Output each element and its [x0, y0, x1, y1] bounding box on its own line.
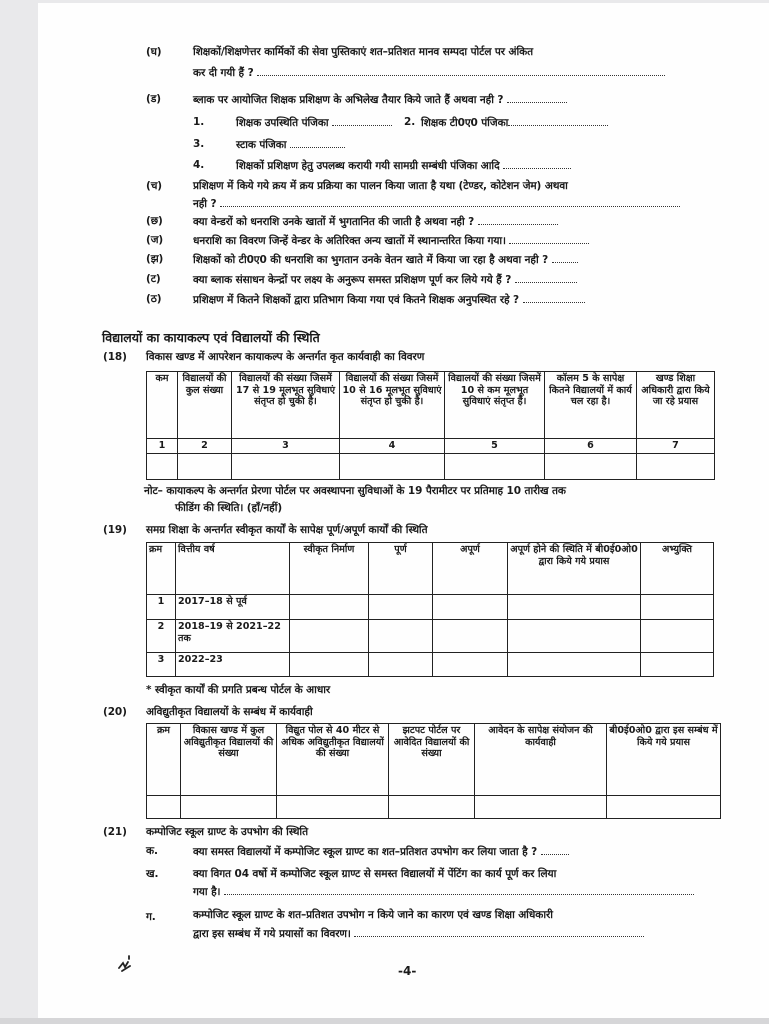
q18-col-number: 2 [178, 439, 232, 454]
answer-blank[interactable] [503, 159, 571, 169]
answer-blank[interactable] [552, 253, 578, 263]
q19-header-cell: स्वीकृत निर्माण [290, 543, 369, 595]
section-heading: विद्यालयों का कायाकल्प एवं विद्यालयों की स्थिति [102, 330, 320, 345]
register-2 [421, 116, 608, 130]
q18-title: विकास खण्ड में आपरेशन कायाकल्प के अन्तर्गत कृत कार्यवाही का विवरण [146, 351, 425, 363]
q18-col-number: 5 [445, 439, 545, 454]
q20-entry-cell[interactable] [475, 796, 607, 819]
q19-entry-cell[interactable] [433, 595, 508, 620]
answer-blank[interactable] [478, 215, 558, 225]
q19-row-num: 2 [147, 620, 176, 653]
item-tha-line1: प्रशिक्षण में कितने शिक्षकों द्वारा प्रतिभाग किया गया एवं कितने शिक्षक अनुपस्थित रहे ? [193, 294, 520, 306]
item-gha-marker: (घ) [146, 46, 162, 58]
answer-blank[interactable] [290, 138, 345, 148]
answer-blank[interactable] [354, 927, 644, 937]
q18-col-number: 7 [637, 439, 715, 454]
q19-entry-cell[interactable] [290, 595, 369, 620]
q20-header-cell: आवेदन के सापेक्ष संयोजन की कार्यवाही [475, 724, 607, 796]
q20-header-cell: विद्युत पोल से 40 मीटर से अधिक अविद्युतीकृत विद्यालयों की संख्या [277, 724, 389, 796]
q19-entry-cell[interactable] [433, 653, 508, 677]
q18-entry-cell[interactable] [178, 453, 232, 479]
item-gha-line2: कर दी गयी हैं ? [193, 67, 254, 79]
q18-col-number: 6 [545, 439, 637, 454]
register-1-label: शिक्षक उपस्थिति पंजिका [236, 117, 329, 129]
q21-item-ka [193, 845, 569, 859]
item-ja-text [193, 234, 589, 248]
q19-entry-cell[interactable] [369, 620, 433, 653]
item-cha-marker: (च) [146, 180, 162, 192]
q21-item-ga-marker: ग. [146, 911, 156, 923]
register-3-label: स्टाक पंजिका [236, 139, 287, 151]
q20-entry-row [147, 796, 721, 819]
register-1-num: 1. [193, 116, 205, 128]
answer-blank[interactable] [220, 197, 680, 207]
item-tha-marker: (ठ) [146, 293, 162, 305]
register-2-num: 2. [404, 116, 416, 128]
q19-header-cell: अभ्युक्ति [641, 543, 714, 595]
q19-marker: (19) [103, 524, 127, 536]
q18-col-number: 1 [147, 439, 178, 454]
q19-footnote: * स्वीकृत कार्यों की प्रगति प्रबन्ध पोर्टल के आधार [146, 684, 331, 696]
q19-entry-cell[interactable] [641, 595, 714, 620]
item-cha-text: प्रशिक्षण में किये गये क्रय में क्रय प्रक्रिया का पालन किया जाता है यथा (टेण्डर, कोटेशन जेम) अथवा [193, 180, 568, 192]
q18-table [146, 371, 715, 480]
q18-entry-cell[interactable] [637, 453, 715, 479]
q18-number-row [147, 439, 715, 454]
q18-header-cell: विद्यालयों की संख्या जिसमें 10 से 16 मूलभूत सुविधाएं संतृप्त हो चुकी है। [340, 372, 445, 439]
register-4-label: शिक्षकों प्रशिक्षण हेतु उपलब्ध करायी गयी सामग्री सम्बंधी पंजिका आदि [236, 160, 500, 172]
q20-header-cell: विकास खण्ड में कुल अविद्युतीकृत विद्यालयों की संख्या [181, 724, 277, 796]
item-chha-text [193, 215, 558, 229]
document-page [38, 3, 769, 1018]
item-da-line1: ब्लाक पर आयोजित शिक्षक प्रशिक्षण के अभिलेख तैयार किये जाते हैं अथवा नही ? [193, 94, 504, 106]
q18-entry-row [147, 453, 715, 479]
q19-row-num: 3 [147, 653, 176, 677]
q19-entry-cell[interactable] [369, 653, 433, 677]
q18-note-line1: नोट– कायाकल्प के अन्तर्गत प्रेरणा पोर्टल पर अवस्थापना सुविधाओं के 19 पैरामीटर पर प्रतिमाह 10 तारीख तक [144, 485, 566, 497]
q19-entry-cell[interactable] [369, 595, 433, 620]
viewer-bottom-edge [0, 1018, 769, 1024]
item-jha-line1: शिक्षकों को टी0ए0 की धनराशि का भुगतान उनके वेतन खाते में किया जा रहा है अथवा नही ? [193, 254, 549, 266]
item-cha-text-cont [193, 197, 680, 211]
q21-item-ga-text: कम्पोजिट स्कूल ग्राण्ट के शत–प्रतिशत उपभोग न किये जाने का कारण एवं खण्ड शिक्षा अधिकारी [193, 909, 553, 921]
q20-entry-cell[interactable] [389, 796, 475, 819]
q19-row-year: 2018–19 से 2021–22 तक [176, 620, 290, 653]
item-chha-line1: क्या वेन्डरों को धनराशि उनके खातों में भुगतानित की जाती है अथवा नही ? [193, 216, 475, 228]
q18-header-cell: विद्यालयों की कुल संख्या [178, 372, 232, 439]
item-ja-marker: (ज) [146, 234, 164, 246]
q20-table [146, 723, 721, 819]
q20-entry-cell[interactable] [181, 796, 277, 819]
page-number: -4- [398, 964, 417, 978]
q18-col-number: 4 [340, 439, 445, 454]
register-2-label: शिक्षक टी0ए0 पंजिका [421, 117, 509, 129]
q19-entry-cell[interactable] [290, 653, 369, 677]
q18-entry-cell[interactable] [340, 453, 445, 479]
answer-blank[interactable] [508, 116, 608, 126]
item-jha-marker: (झ) [146, 253, 164, 265]
q18-entry-cell[interactable] [545, 453, 637, 479]
q20-marker: (20) [103, 706, 127, 718]
q21-item-ga-cont [193, 927, 644, 941]
q19-entry-cell[interactable] [508, 595, 641, 620]
q20-header-cell: झटपट पोर्टल पर आवेदित विद्यालयों की संख्या [389, 724, 475, 796]
item-ta-line1: क्या ब्लाक संसाधन केन्द्रों पर लक्ष्य के अनुरूप समस्त प्रशिक्षण पूर्ण कर लिये गये हैं ? [193, 274, 512, 286]
q18-note-line2: फीडिंग की स्थिति। (हॉं/नहीं) [175, 502, 283, 514]
q18-header-row [147, 372, 715, 439]
signature-mark [116, 953, 136, 975]
q19-row-year: 2017–18 से पूर्व [176, 595, 290, 620]
item-ta-text [193, 273, 577, 287]
q20-header-cell: बी0ई0ओ0 द्वारा इस सम्बंध में किये गये प्रयास [607, 724, 721, 796]
q21-marker: (21) [103, 826, 127, 838]
q19-header-cell: अपूर्ण [433, 543, 508, 595]
register-4-num: 4. [193, 159, 205, 171]
q20-title: अविद्युतीकृत विद्यालयों के सम्बंध में कार्यवाही [146, 706, 313, 718]
q21-item-kha-text: क्या विगत 04 वर्षो में कम्पोजिट स्कूल ग्राण्ट से समस्त विद्यालयों में पेंटिंग का कार्य पूर्ण कर लिया [193, 868, 557, 880]
q21-title: कम्पोजिट स्कूल ग्राण्ट के उपभोग की स्थिति [146, 826, 308, 838]
answer-blank[interactable] [523, 293, 585, 303]
q20-entry-cell[interactable] [147, 796, 181, 819]
answer-blank[interactable] [515, 273, 577, 283]
item-cha-line2: नही ? [193, 198, 217, 210]
answer-blank[interactable] [332, 116, 392, 126]
q19-header-cell: पूर्ण [369, 543, 433, 595]
register-4 [236, 159, 571, 173]
q19-header-cell: अपूर्ण होने की स्थिति में बी0ई0ओ0 द्वारा किये गये प्रयास [508, 543, 641, 595]
q18-entry-cell[interactable] [232, 453, 340, 479]
q19-row-year: 2022–23 [176, 653, 290, 677]
q19-row-num: 1 [147, 595, 176, 620]
q19-entry-cell[interactable] [641, 620, 714, 653]
item-chha-marker: (छ) [146, 215, 163, 227]
item-gha-text: शिक्षकों/शिक्षणेत्तर कार्मिकों की सेवा पुस्तिकाएं शत–प्रतिशत मानव सम्पदा पोर्टल पर अंकित [193, 46, 534, 58]
item-tha-text [193, 293, 585, 307]
answer-blank[interactable] [507, 93, 567, 103]
q20-header-cell: क्रम [147, 724, 181, 796]
q18-col-number: 3 [232, 439, 340, 454]
answer-blank[interactable] [224, 885, 694, 895]
q18-header-cell: खण्ड शिक्षा अधिकारी द्वारा किये जा रहे प्रयास [637, 372, 715, 439]
q19-entry-cell[interactable] [508, 653, 641, 677]
q19-table [146, 542, 714, 677]
item-jha-text [193, 253, 578, 267]
q18-entry-cell[interactable] [147, 453, 178, 479]
table-row [147, 620, 714, 653]
item-ta-marker: (ट) [146, 273, 161, 285]
q18-marker: (18) [103, 351, 127, 363]
q19-header-row [147, 543, 714, 595]
q19-title: समग्र शिक्षा के अन्तर्गत स्वीकृत कार्यों के सापेक्ष पूर्ण/अपूर्ण कार्यों की स्थिति [146, 524, 428, 536]
answer-blank[interactable] [541, 845, 569, 855]
q21-item-kha-marker: ख. [146, 868, 159, 880]
item-gha-text-cont [193, 66, 665, 80]
register-3-num: 3. [193, 138, 205, 150]
q19-entry-cell[interactable] [641, 653, 714, 677]
q20-header-row [147, 724, 721, 796]
q20-entry-cell[interactable] [277, 796, 389, 819]
item-da-marker: (ड) [146, 93, 161, 105]
q19-entry-cell[interactable] [508, 620, 641, 653]
q21-item-kha-cont [193, 885, 694, 899]
q19-header-cell: वित्तीय वर्ष [176, 543, 290, 595]
q18-header-cell: विद्यालयों की संख्या जिसमें 10 से कम मूलभूत सुविधाएं संतृप्त हैं। [445, 372, 545, 439]
q19-entry-cell[interactable] [290, 620, 369, 653]
item-ja-line1: धनराशि का विवरण जिन्हें वेन्डर के अतिरिक्त अन्य खातों में स्थानान्तरित किया गया। [193, 235, 506, 247]
item-da-text [193, 93, 567, 107]
table-row [147, 595, 714, 620]
answer-blank[interactable] [509, 234, 589, 244]
q21-item-ga-line2: द्वारा इस सम्बंध में गये प्रयासों का विवरण। [193, 928, 351, 940]
q19-entry-cell[interactable] [433, 620, 508, 653]
table-row [147, 653, 714, 677]
q18-header-cell: विद्यालयों की संख्या जिसमें 17 से 19 मूलभूत सुविधाएं संतृप्त हो चुकी है। [232, 372, 340, 439]
q18-header-cell: कॉलम 5 के सापेक्ष कितने विद्यालयों में कार्य चल रहा है। [545, 372, 637, 439]
q19-header-cell: क्रम [147, 543, 176, 595]
q18-header-cell: कम [147, 372, 178, 439]
q21-item-ka-marker: क. [146, 845, 158, 857]
q21-item-kha-line2: गया है। [193, 886, 221, 898]
register-3 [236, 138, 345, 152]
q21-item-ka-text: क्या समस्त विद्यालयों में कम्पोजिट स्कूल ग्राण्ट का शत–प्रतिशत उपभोग कर लिया जाता है ? [193, 846, 538, 858]
q20-entry-cell[interactable] [607, 796, 721, 819]
register-1 [236, 116, 392, 130]
q18-entry-cell[interactable] [445, 453, 545, 479]
answer-blank[interactable] [257, 66, 665, 76]
